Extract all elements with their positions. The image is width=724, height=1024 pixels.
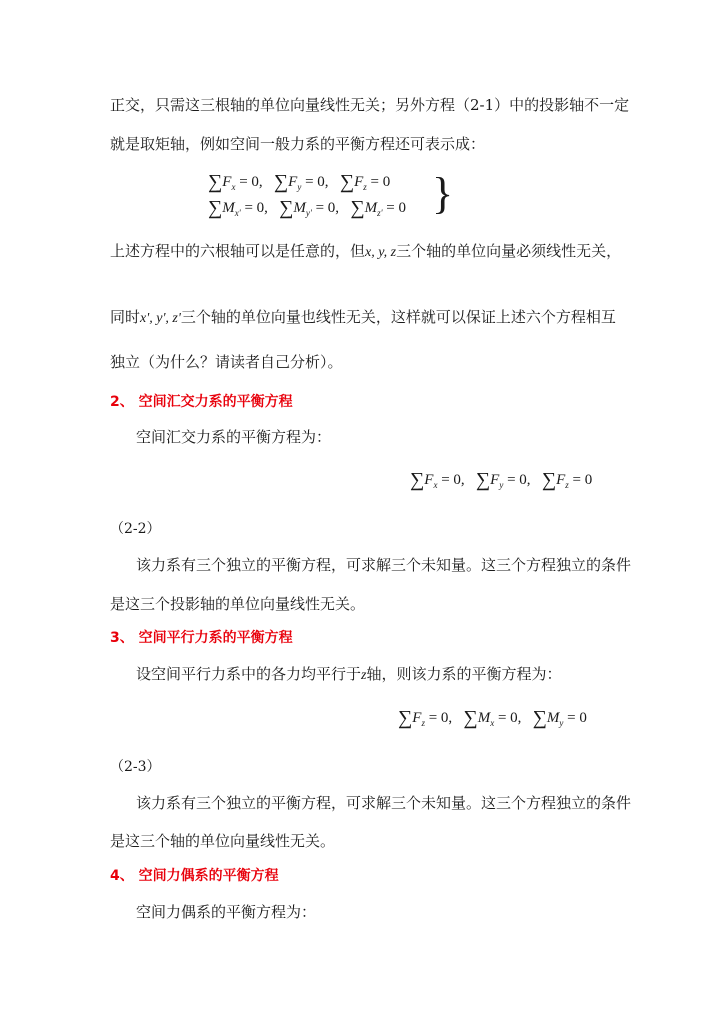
- section-intro: 设空间平行力系中的各力均平行于z轴，则该力系的平衡方程为：: [136, 665, 562, 683]
- general-equation-row-2: $\sum M_{x'} = 0$, $\sum M_{y'} = 0$, $\sum M_{z'} = 0$: [208, 197, 406, 219]
- paragraph-line: 上述方程中的六根轴可以是任意的，但x, y, z三个轴的单位向量必须线性无关，: [110, 242, 622, 260]
- equation-number: （2-2）: [110, 521, 161, 537]
- paragraph-line: 就是取矩轴，例如空间一般力系的平衡方程还可表示成：: [110, 135, 486, 153]
- paragraph-line: 是这三个轴的单位向量线性无关。: [110, 832, 336, 850]
- paragraph-line: 独立（为什么？请读者自己分析）。: [110, 353, 343, 371]
- paragraph-line: 正交，只需这三根轴的单位向量线性无关；另外方程（2-1）中的投影轴不一定: [110, 96, 630, 114]
- paragraph-line: 该力系有三个独立的平衡方程，可求解三个未知量。这三个方程独立的条件: [136, 556, 632, 574]
- section-heading: 3、 空间平行力系的平衡方程: [110, 630, 293, 646]
- paragraph-line: 该力系有三个独立的平衡方程，可求解三个未知量。这三个方程独立的条件: [136, 794, 632, 812]
- section-intro: 空间汇交力系的平衡方程为：: [136, 428, 332, 446]
- parallel-equation: $\sum F_z = 0$, $\sum M_x = 0$, $\sum M_y = 0$: [398, 707, 587, 729]
- section-heading: 2、 空间汇交力系的平衡方程: [110, 394, 293, 410]
- right-brace: }: [432, 169, 454, 218]
- section-heading: 4、 空间力偶系的平衡方程: [110, 868, 279, 884]
- paragraph-line: 同时x', y', z'三个轴的单位向量也线性无关，这样就可以保证上述六个方程相互: [110, 308, 616, 326]
- concurrent-equation: $\sum F_x = 0$, $\sum F_y = 0$, $\sum F_z = 0$: [410, 469, 593, 491]
- paragraph-line: 是这三个投影轴的单位向量线性无关。: [110, 595, 366, 613]
- equation-number: （2-3）: [110, 759, 161, 775]
- section-intro: 空间力偶系的平衡方程为：: [136, 903, 317, 921]
- general-equation-row-1: $\sum F_x = 0$, $\sum F_y = 0$, $\sum F_z = 0$: [208, 171, 391, 193]
